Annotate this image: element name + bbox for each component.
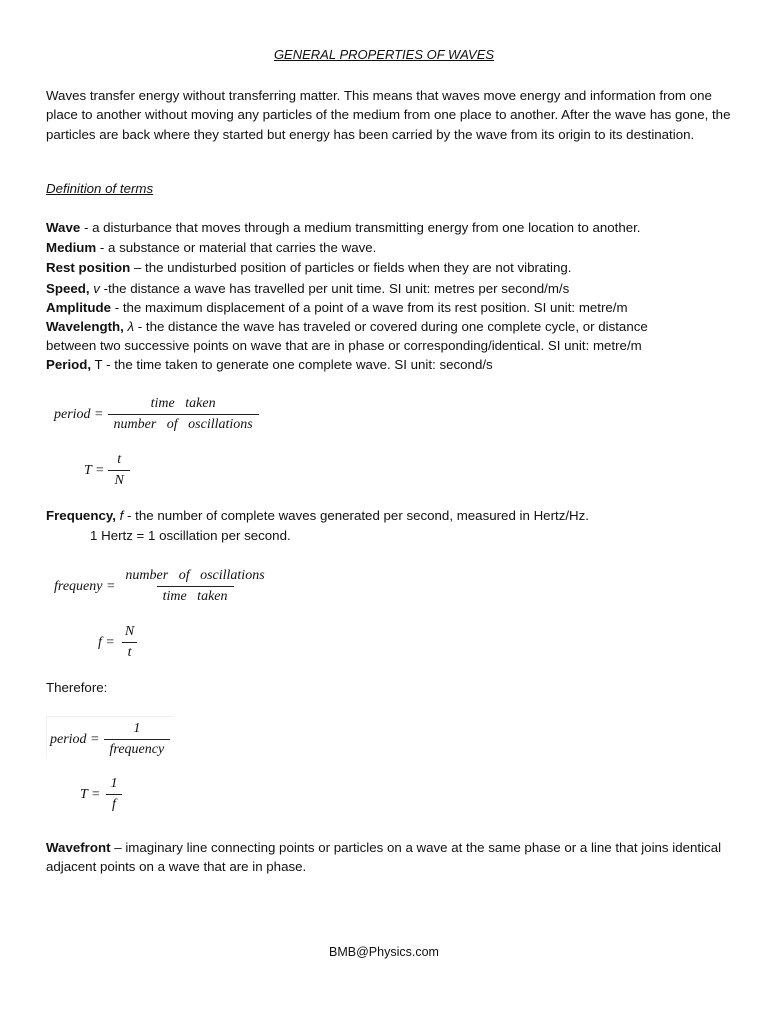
def-medium (46, 238, 746, 258)
def-wavefront (46, 838, 736, 877)
def-period (46, 355, 746, 374)
eq-lhs: period = (50, 731, 100, 747)
def-wavelength (46, 317, 746, 336)
def-term: Rest position (46, 260, 131, 276)
equation-f (98, 624, 140, 661)
eq-fraction (119, 624, 140, 661)
therefore-label: Therefore: (46, 680, 108, 695)
def-term: Frequency, (46, 508, 120, 523)
def-text: – the undisturbed position of particles or fields when they are not vibrating. (130, 260, 572, 276)
definitions-heading: Definition of terms (46, 181, 154, 196)
def-amplitude (46, 298, 746, 317)
def-text: – imaginary line connecting points or particles on a wave at the same phase or a line that joins identical adjacent points on a wave that are in phase. (46, 840, 722, 875)
eq-denominator: f (106, 794, 122, 813)
def-term: Medium (46, 240, 97, 256)
eq-lhs: T = (84, 462, 105, 478)
def-text: - a substance or material that carries the wave. (96, 240, 377, 256)
eq-denominator: time taken (157, 586, 234, 605)
eq-numerator: number of oscillations (125, 568, 265, 583)
def-frequency (46, 508, 589, 523)
def-term: Wavefront (46, 840, 111, 855)
eq-fraction (104, 776, 123, 813)
def-term: Speed, (46, 280, 94, 296)
eq-lhs: T = (80, 786, 101, 802)
def-text: - a disturbance that moves through a medium transmitting energy from one location to another. (80, 220, 641, 235)
def-symbol: λ (127, 318, 135, 334)
eq-numerator: 1 (110, 776, 118, 791)
eq-denominator: frequency (104, 739, 171, 758)
eq-fraction (108, 396, 259, 433)
eq-fraction (108, 452, 129, 489)
equation-T-f (80, 776, 123, 813)
def-text: -the distance a wave has travelled per unit time. SI unit: metres per second/m/s (99, 280, 570, 296)
def-rest-position (46, 258, 746, 278)
eq-lhs: frequeny = (54, 578, 116, 594)
def-text: T - the time taken to generate one complete wave. SI unit: second/s (91, 356, 493, 372)
def-wave (46, 218, 746, 238)
eq-fraction (119, 568, 270, 605)
eq-numerator: t (117, 452, 122, 467)
def-text: between two successive points on wave that are in phase or corresponding/identical. SI unit: metre/m (46, 337, 642, 353)
eq-lhs: f = (98, 634, 115, 650)
def-wavelength-cont (46, 336, 746, 355)
def-term: Wavelength, (46, 318, 128, 334)
eq-numerator: N (124, 624, 135, 639)
footer-email: BMB@Physics.com (329, 945, 439, 959)
eq-lhs: period = (54, 406, 104, 422)
def-term: Period, (46, 356, 92, 372)
eq-numerator: 1 (133, 721, 141, 736)
def-text: - the distance the wave has traveled or covered during one complete cycle, or distance (134, 318, 648, 334)
def-text: - the number of complete waves generated per second, measured in Hertz/Hz. (123, 508, 589, 523)
equation-T (84, 452, 130, 489)
def-speed (46, 279, 746, 298)
intro-paragraph: Waves transfer energy without transferring matter. This means that waves move energy and information from one place to another without moving any particles of the medium from one place to another. After the wave has gone, the particles are back where they started but energy has been carried by the wave from its origin to its destination. (46, 88, 731, 142)
eq-denominator: t (122, 642, 138, 661)
equation-period (54, 396, 259, 433)
eq-denominator: N (108, 470, 129, 489)
def-symbol: v (93, 280, 100, 296)
eq-denominator: number of oscillations (108, 414, 259, 433)
eq-fraction (104, 721, 171, 758)
definitions-list (46, 218, 746, 374)
def-term: Amplitude (46, 299, 112, 315)
equation-period-frequency (46, 716, 174, 758)
def-text: - the maximum displacement of a point of a wave from its rest position. SI unit: metre/m (111, 299, 628, 315)
eq-numerator: time taken (150, 396, 216, 411)
page-title: GENERAL PROPERTIES OF WAVES (273, 47, 495, 62)
def-term: Wave (46, 220, 81, 235)
equation-frequency (54, 568, 271, 605)
hertz-note: 1 Hertz = 1 oscillation per second. (90, 528, 291, 543)
def-symbol: f (119, 508, 124, 523)
